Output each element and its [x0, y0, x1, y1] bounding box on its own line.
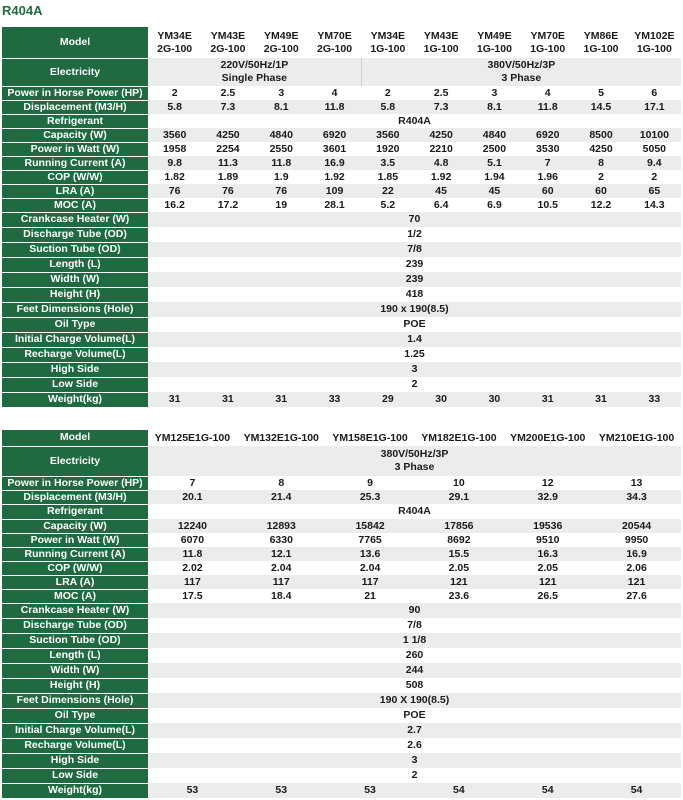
model-cell: YM86E 1G-100: [583, 29, 619, 55]
spec-table-2: [2, 430, 681, 799]
width-label: Width (W): [2, 663, 148, 678]
running-current-row: [2, 547, 681, 561]
weight-cell: 53: [237, 783, 326, 798]
refrigerant-value: R404A: [398, 505, 431, 517]
weight-cell: 53: [148, 783, 237, 798]
capacity-cell: 4250: [414, 128, 467, 142]
width-row: [2, 663, 681, 678]
height-value: 508: [405, 679, 424, 691]
suction-tube-row: [2, 633, 681, 648]
displacement-cell: 34.3: [592, 490, 681, 504]
hp-cell: 2.5: [433, 86, 449, 99]
low-side-row: [2, 768, 681, 783]
lra-cell: 121: [414, 575, 503, 589]
suction-tube-row: [2, 242, 681, 257]
running-current-cell: 9.8: [148, 156, 201, 170]
weight-row: [2, 392, 681, 407]
weight-cell: 54: [414, 783, 503, 798]
oil-type-value: POE: [403, 318, 426, 330]
lra-cell: 117: [148, 575, 237, 589]
power-watt-label: Power in Watt (W): [2, 142, 148, 156]
weight-label: Weight(kg): [2, 783, 148, 798]
model-cell: YM200E1G-100: [510, 431, 586, 444]
moc-cell: 26.5: [537, 589, 558, 602]
feet-dimensions-value: 190 X 190(8.5): [148, 693, 681, 708]
capacity-cell: 12240: [148, 519, 237, 533]
suction-tube-value: 7/8: [148, 242, 681, 257]
capacity-cell: 20544: [592, 519, 681, 533]
electricity-three-phase: 380V/50Hz/3P 3 Phase: [361, 58, 681, 86]
width-label: Width (W): [2, 272, 148, 287]
crankcase-heater-label: Crankcase Heater (W): [2, 212, 148, 227]
hp-cell: 2: [384, 86, 391, 99]
hp-cell: 7: [189, 476, 196, 489]
crankcase-heater-value: 90: [148, 603, 681, 618]
cop-cell: 1.92: [324, 170, 345, 183]
refrigerant-label: Refrigerant: [2, 114, 148, 128]
model-cell: YM102E 1G-100: [634, 29, 675, 55]
running-current-cell: 8: [574, 156, 627, 170]
displacement-cell: 8.1: [468, 100, 521, 114]
model-cell: YM182E1G-100: [421, 431, 497, 444]
model-label: Model: [2, 27, 148, 58]
lra-row: [2, 575, 681, 589]
model-row: [2, 430, 681, 446]
oil-type-value: POE: [403, 709, 426, 721]
electricity-label: Electricity: [2, 446, 148, 476]
model-cell: YM210E1G-100: [598, 431, 675, 444]
cop-cell: 1.94: [484, 170, 505, 183]
recharge-volume-label: Recharge Volume(L): [2, 347, 148, 362]
initial-charge-label: Initial Charge Volume(L): [2, 332, 148, 347]
refrigerant-row: [2, 114, 681, 128]
model-cell: YM125E1G-100: [154, 431, 231, 444]
recharge-volume-value: 2.6: [407, 739, 422, 751]
moc-cell: 18.4: [271, 589, 292, 602]
height-row: [2, 287, 681, 302]
displacement-cell: 20.1: [148, 490, 237, 504]
lra-label: LRA (A): [2, 575, 148, 589]
recharge-volume-value: 1.25: [404, 348, 425, 360]
weight-cell: 31: [521, 392, 574, 407]
weight-cell: 31: [574, 392, 627, 407]
displacement-cell: 7.3: [201, 100, 254, 114]
model-cell: YM49E 2G-100: [263, 29, 299, 55]
running-current-label: Running Current (A): [2, 156, 148, 170]
cop-cell: 2.05: [537, 561, 558, 574]
model-cell: YM49E 1G-100: [476, 29, 512, 55]
weight-label: Weight(kg): [2, 392, 148, 407]
power-watt-cell: 5050: [642, 142, 667, 155]
lra-cell: 60: [574, 184, 627, 198]
weight-row: [2, 783, 681, 798]
hp-cell: 6: [651, 86, 658, 99]
crankcase-heater-label: Crankcase Heater (W): [2, 603, 148, 618]
lra-cell: 65: [628, 184, 681, 198]
height-row: [2, 678, 681, 693]
power-watt-cell: 2550: [269, 142, 293, 155]
hp-cell: 10: [453, 476, 465, 489]
crankcase-heater-row: [2, 603, 681, 618]
hp-cell: 12: [541, 476, 554, 489]
electricity-single-phase: 220V/50Hz/1P Single Phase: [148, 58, 361, 86]
power-watt-cell: 9950: [624, 533, 649, 546]
discharge-tube-label: Discharge Tube (OD): [2, 618, 148, 633]
hp-row: [2, 86, 681, 100]
suction-tube-label: Suction Tube (OD): [2, 242, 148, 257]
moc-label: MOC (A): [2, 589, 148, 603]
lra-cell: 76: [201, 184, 254, 198]
hp-cell: 8: [278, 476, 285, 489]
weight-cell: 31: [255, 392, 308, 407]
capacity-cell: 4840: [468, 128, 521, 142]
moc-row: [2, 198, 681, 212]
model-cell: YM158E1G-100: [332, 431, 408, 444]
initial-charge-label: Initial Charge Volume(L): [2, 723, 148, 738]
running-current-cell: 15.5: [414, 547, 503, 561]
oil-type-row: [2, 317, 681, 332]
high-side-label: High Side: [2, 362, 148, 377]
displacement-cell: 21.4: [237, 490, 326, 504]
power-watt-cell: 9510: [536, 533, 560, 546]
oil-type-row: [2, 708, 681, 723]
displacement-label: Displacement (M3/H): [2, 490, 148, 504]
capacity-row: [2, 128, 681, 142]
capacity-cell: 3560: [361, 128, 414, 142]
cop-cell: 1.85: [377, 170, 399, 183]
height-label: Height (H): [2, 287, 148, 302]
height-value: 418: [405, 288, 424, 300]
length-row: [2, 257, 681, 272]
initial-charge-value: 2.7: [148, 723, 681, 738]
weight-cell: 33: [308, 392, 361, 407]
displacement-cell: 25.3: [326, 490, 415, 504]
moc-cell: 5.2: [380, 198, 396, 211]
running-current-cell: 5.1: [468, 156, 521, 170]
low-side-label: Low Side: [2, 377, 148, 392]
cop-row: [2, 170, 681, 184]
power-watt-cell: 2254: [216, 142, 240, 155]
power-watt-cell: 4250: [589, 142, 613, 155]
capacity-cell: 4250: [201, 128, 254, 142]
lra-cell: 121: [503, 575, 592, 589]
power-watt-cell: 1920: [376, 142, 400, 155]
displacement-cell: 14.5: [574, 100, 627, 114]
discharge-tube-value: 7/8: [407, 619, 422, 631]
cop-cell: 2: [598, 170, 604, 183]
model-cell: YM132E1G-100: [243, 431, 319, 444]
running-current-cell: 4.8: [414, 156, 467, 170]
hp-cell: 3: [491, 86, 498, 99]
lra-cell: 117: [326, 575, 415, 589]
power-watt-cell: 3530: [536, 142, 560, 155]
displacement-cell: 5.8: [148, 100, 201, 114]
feet-dimensions-label: Feet Dimensions (Hole): [2, 302, 148, 317]
cop-cell: 1.96: [537, 170, 558, 183]
feet-dimensions-row: [2, 693, 681, 708]
lra-cell: 22: [361, 184, 414, 198]
power-watt-cell: 6330: [269, 533, 293, 546]
hp-cell: 5: [598, 86, 604, 99]
moc-cell: 28.1: [324, 198, 345, 211]
recharge-volume-row: [2, 738, 681, 753]
moc-cell: 19: [275, 198, 288, 211]
high-side-row: [2, 753, 681, 768]
model-row: [2, 27, 681, 58]
weight-cell: 31: [201, 392, 254, 407]
moc-cell: 16.2: [164, 198, 185, 211]
power-watt-cell: 1958: [162, 142, 187, 155]
suction-tube-value: 1 1/8: [148, 633, 681, 648]
weight-cell: 53: [326, 783, 415, 798]
length-label: Length (L): [2, 257, 148, 272]
displacement-cell: 8.1: [255, 100, 308, 114]
page-title: R404A: [2, 3, 43, 18]
electricity-row: [2, 446, 681, 476]
capacity-cell: 19536: [503, 519, 592, 533]
length-value: 239: [405, 258, 424, 270]
discharge-tube-row: [2, 227, 681, 242]
capacity-cell: 6920: [521, 128, 574, 142]
moc-cell: 23.6: [448, 589, 470, 602]
running-current-cell: 16.3: [503, 547, 592, 561]
moc-cell: 6.9: [487, 198, 502, 211]
length-row: [2, 648, 681, 663]
low-side-value: 2: [411, 769, 418, 781]
model-cell: YM43E 2G-100: [210, 29, 246, 55]
recharge-volume-row: [2, 347, 681, 362]
cop-label: COP (W/W): [2, 561, 148, 575]
weight-cell: 54: [592, 783, 681, 798]
displacement-row: [2, 490, 681, 504]
initial-charge-row: [2, 332, 681, 347]
moc-cell: 6.4: [433, 198, 449, 211]
weight-cell: 30: [414, 392, 467, 407]
displacement-cell: 7.3: [414, 100, 467, 114]
lra-cell: 117: [237, 575, 326, 589]
cop-label: COP (W/W): [2, 170, 148, 184]
displacement-row: [2, 100, 681, 114]
crankcase-heater-row: [2, 212, 681, 227]
running-current-row: [2, 156, 681, 170]
displacement-cell: 11.8: [521, 100, 574, 114]
cop-cell: 1.89: [217, 170, 239, 183]
cop-cell: 2: [651, 170, 658, 183]
moc-cell: 10.5: [537, 198, 558, 211]
capacity-cell: 3560: [148, 128, 201, 142]
model-cell: YM43E 1G-100: [423, 29, 459, 55]
cop-row: [2, 561, 681, 575]
lra-row: [2, 184, 681, 198]
feet-dimensions-value: 190 x 190(8.5): [148, 302, 681, 317]
capacity-label: Capacity (W): [2, 128, 148, 142]
low-side-row: [2, 377, 681, 392]
lra-cell: 45: [468, 184, 521, 198]
hp-cell: 9: [367, 476, 373, 489]
height-label: Height (H): [2, 678, 148, 693]
running-current-cell: 11.3: [201, 156, 254, 170]
moc-cell: 14.3: [644, 198, 665, 211]
running-current-label: Running Current (A): [2, 547, 148, 561]
hp-cell: 4: [544, 86, 551, 99]
oil-type-label: Oil Type: [2, 708, 148, 723]
hp-label: Power in Horse Power (HP): [2, 86, 148, 100]
suction-tube-label: Suction Tube (OD): [2, 633, 148, 648]
lra-cell: 109: [308, 184, 361, 198]
displacement-cell: 17.1: [628, 100, 681, 114]
hp-cell: 2.5: [220, 86, 236, 99]
power-watt-row: [2, 142, 681, 156]
discharge-tube-label: Discharge Tube (OD): [2, 227, 148, 242]
power-watt-cell: 2500: [482, 142, 507, 155]
lra-cell: 121: [592, 575, 681, 589]
cop-cell: 2.05: [448, 561, 470, 574]
initial-charge-row: [2, 723, 681, 738]
high-side-value: 3: [148, 362, 681, 377]
lra-cell: 45: [414, 184, 467, 198]
high-side-label: High Side: [2, 753, 148, 768]
moc-cell: 17.2: [217, 198, 239, 211]
refrigerant-label: Refrigerant: [2, 504, 148, 519]
running-current-cell: 9.4: [628, 156, 681, 170]
running-current-cell: 16.9: [308, 156, 361, 170]
capacity-cell: 4840: [255, 128, 308, 142]
cop-cell: 1.9: [273, 170, 289, 183]
moc-label: MOC (A): [2, 198, 148, 212]
running-current-cell: 16.9: [592, 547, 681, 561]
refrigerant-row: [2, 504, 681, 519]
low-side-value: 2: [411, 378, 418, 390]
width-value: 244: [148, 663, 681, 678]
capacity-label: Capacity (W): [2, 519, 148, 533]
cop-cell: 2.06: [626, 561, 647, 574]
moc-cell: 21: [364, 589, 376, 602]
length-label: Length (L): [2, 648, 148, 663]
moc-cell: 27.6: [626, 589, 647, 602]
length-value: 260: [405, 649, 424, 661]
discharge-tube-value: 1/2: [407, 228, 422, 240]
recharge-volume-label: Recharge Volume(L): [2, 738, 148, 753]
lra-cell: 60: [521, 184, 574, 198]
lra-cell: 76: [255, 184, 308, 198]
hp-label: Power in Horse Power (HP): [2, 476, 148, 490]
running-current-cell: 11.8: [148, 547, 237, 561]
electricity-label: Electricity: [2, 58, 148, 86]
running-current-cell: 11.8: [255, 156, 308, 170]
width-row: [2, 272, 681, 287]
model-cell: YM34E 2G-100: [157, 29, 193, 55]
capacity-cell: 12893: [237, 519, 326, 533]
weight-cell: 29: [361, 392, 414, 407]
feet-dimensions-label: Feet Dimensions (Hole): [2, 693, 148, 708]
displacement-label: Displacement (M3/H): [2, 100, 148, 114]
model-cell: YM70E 1G-100: [530, 29, 566, 55]
model-cell: YM70E 2G-100: [317, 29, 353, 55]
model-cell: YM34E 1G-100: [370, 29, 406, 55]
moc-cell: 12.2: [590, 198, 612, 211]
running-current-cell: 12.1: [237, 547, 326, 561]
power-watt-cell: 7765: [358, 533, 382, 546]
capacity-cell: 10100: [628, 128, 681, 142]
hp-cell: 13: [630, 476, 643, 489]
electricity-row: [2, 58, 681, 86]
capacity-cell: 8500: [574, 128, 627, 142]
oil-type-label: Oil Type: [2, 317, 148, 332]
capacity-cell: 15842: [326, 519, 415, 533]
capacity-cell: 17856: [414, 519, 503, 533]
initial-charge-value: 1.4: [148, 332, 681, 347]
hp-cell: 4: [331, 86, 338, 99]
cop-cell: 1.92: [430, 170, 452, 183]
displacement-cell: 11.8: [308, 100, 361, 114]
running-current-cell: 13.6: [326, 547, 415, 561]
power-watt-row: [2, 533, 681, 547]
power-watt-cell: 3601: [322, 142, 347, 155]
hp-row: [2, 476, 681, 490]
lra-cell: 76: [148, 184, 201, 198]
moc-cell: 17.5: [182, 589, 203, 602]
capacity-row: [2, 519, 681, 533]
electricity-three-phase: 380V/50Hz/3P 3 Phase: [148, 446, 681, 476]
feet-dimensions-row: [2, 302, 681, 317]
refrigerant-value: R404A: [398, 114, 431, 127]
crankcase-heater-value: 70: [148, 212, 681, 227]
cop-cell: 2.04: [359, 561, 381, 574]
discharge-tube-row: [2, 618, 681, 633]
width-value: 239: [148, 272, 681, 287]
hp-cell: 2: [171, 86, 178, 99]
power-watt-cell: 6070: [180, 533, 205, 546]
weight-cell: 54: [503, 783, 592, 798]
cop-cell: 2.04: [271, 561, 292, 574]
running-current-cell: 3.5: [361, 156, 414, 170]
capacity-cell: 6920: [308, 128, 361, 142]
weight-cell: 33: [628, 392, 681, 407]
displacement-cell: 29.1: [414, 490, 503, 504]
moc-row: [2, 589, 681, 603]
model-label: Model: [2, 430, 148, 446]
high-side-row: [2, 362, 681, 377]
power-watt-cell: 8692: [447, 533, 471, 546]
displacement-cell: 5.8: [361, 100, 414, 114]
spec-table-1: [2, 27, 681, 408]
power-watt-label: Power in Watt (W): [2, 533, 148, 547]
hp-cell: 3: [278, 86, 285, 99]
cop-cell: 2.02: [182, 561, 203, 574]
high-side-value: 3: [148, 753, 681, 768]
low-side-label: Low Side: [2, 768, 148, 783]
power-watt-cell: 2210: [429, 142, 453, 155]
cop-cell: 1.82: [164, 170, 185, 183]
weight-cell: 30: [468, 392, 521, 407]
weight-cell: 31: [148, 392, 201, 407]
lra-label: LRA (A): [2, 184, 148, 198]
running-current-cell: 7: [521, 156, 574, 170]
displacement-cell: 32.9: [503, 490, 592, 504]
